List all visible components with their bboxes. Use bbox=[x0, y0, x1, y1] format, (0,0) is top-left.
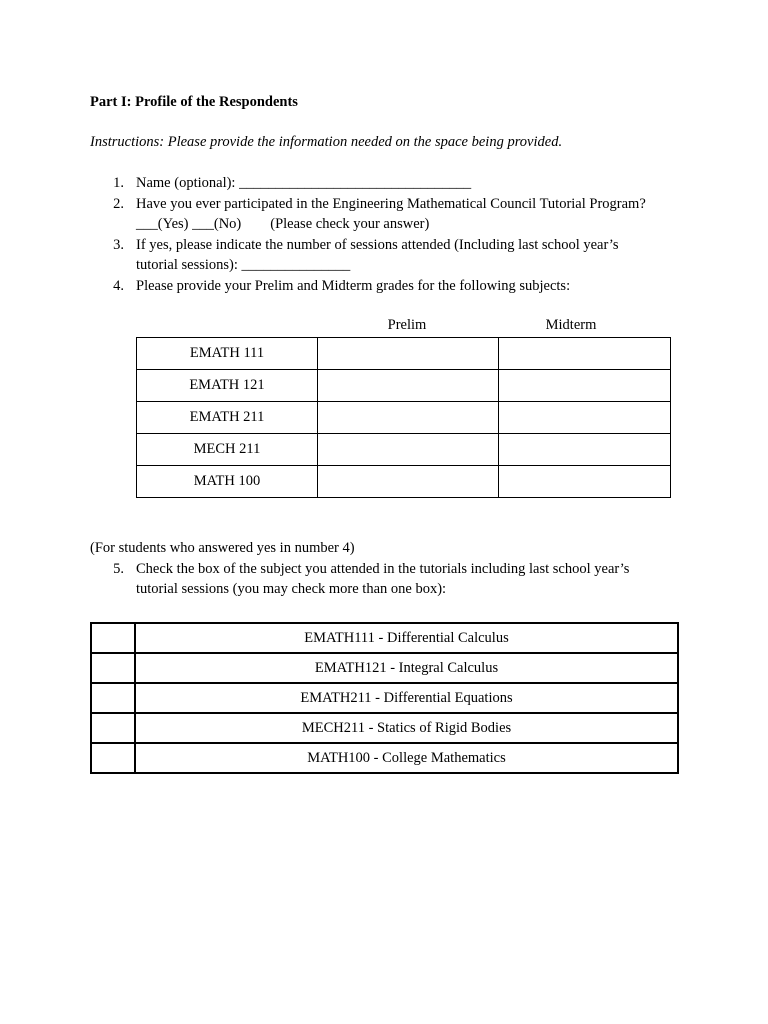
subject-label: MECH211 - Statics of Rigid Bodies bbox=[135, 713, 678, 743]
prelim-grade-cell[interactable] bbox=[318, 370, 499, 402]
subject-cell: EMATH 121 bbox=[137, 370, 318, 402]
prelim-grade-cell[interactable] bbox=[318, 466, 499, 498]
midterm-grade-cell[interactable] bbox=[499, 370, 671, 402]
subject-cell: MATH 100 bbox=[137, 466, 318, 498]
subject-checkbox[interactable] bbox=[91, 713, 135, 743]
table-row bbox=[91, 623, 678, 653]
midterm-grade-cell[interactable] bbox=[499, 434, 671, 466]
prelim-grade-cell[interactable] bbox=[318, 402, 499, 434]
question-text: Have you ever participated in the Engineering Mathematical Council Tutorial Program? bbox=[136, 196, 646, 212]
question-text-line-2: tutorial sessions (you may check more than one box): bbox=[136, 581, 447, 597]
grades-table bbox=[136, 337, 671, 498]
subjects-checkbox-table bbox=[90, 622, 679, 774]
question-text: Name (optional): ________________________________ bbox=[136, 175, 472, 191]
question-number: 2. bbox=[113, 196, 124, 212]
subject-label: EMATH121 - Integral Calculus bbox=[135, 653, 678, 683]
table-row bbox=[91, 683, 678, 713]
subject-checkbox[interactable] bbox=[91, 743, 135, 773]
question-text-line-2: tutorial sessions): _______________ bbox=[136, 257, 351, 273]
subject-cell: EMATH 111 bbox=[137, 338, 318, 370]
subject-cell: MECH 211 bbox=[137, 434, 318, 466]
part-title: Part I: Profile of the Respondents bbox=[90, 94, 298, 110]
question-text-line-2: ___(Yes) ___(No) (Please check your answer) bbox=[136, 216, 430, 232]
table-row bbox=[137, 434, 671, 466]
subject-cell: EMATH 211 bbox=[137, 402, 318, 434]
grades-header-midterm: Midterm bbox=[545, 317, 597, 333]
question-number: 4. bbox=[113, 278, 124, 294]
midterm-grade-cell[interactable] bbox=[499, 402, 671, 434]
prelim-grade-cell[interactable] bbox=[318, 338, 499, 370]
subject-label: EMATH211 - Differential Equations bbox=[135, 683, 678, 713]
subject-checkbox[interactable] bbox=[91, 623, 135, 653]
subject-checkbox[interactable] bbox=[91, 653, 135, 683]
table-row bbox=[137, 338, 671, 370]
question-text: Please provide your Prelim and Midterm grades for the following subjects: bbox=[136, 278, 571, 294]
table-row bbox=[91, 713, 678, 743]
followup-note: (For students who answered yes in number 4) bbox=[90, 540, 355, 556]
table-row bbox=[137, 370, 671, 402]
instructions: Instructions: Please provide the information needed on the space being provided. bbox=[90, 134, 563, 150]
question-number: 1. bbox=[113, 175, 124, 191]
table-row bbox=[91, 743, 678, 773]
subject-label: EMATH111 - Differential Calculus bbox=[135, 623, 678, 653]
prelim-grade-cell[interactable] bbox=[318, 434, 499, 466]
subject-label: MATH100 - College Mathematics bbox=[135, 743, 678, 773]
midterm-grade-cell[interactable] bbox=[499, 466, 671, 498]
midterm-grade-cell[interactable] bbox=[499, 338, 671, 370]
grades-header-prelim: Prelim bbox=[387, 317, 427, 333]
table-row bbox=[137, 402, 671, 434]
table-row bbox=[137, 466, 671, 498]
question-text: Check the box of the subject you attended in the tutorials including last school year’s bbox=[136, 561, 630, 577]
subject-checkbox[interactable] bbox=[91, 683, 135, 713]
question-text: If yes, please indicate the number of sessions attended (Including last school year’s bbox=[136, 237, 619, 253]
question-number: 5. bbox=[113, 561, 124, 577]
question-number: 3. bbox=[113, 237, 124, 253]
table-row bbox=[91, 653, 678, 683]
